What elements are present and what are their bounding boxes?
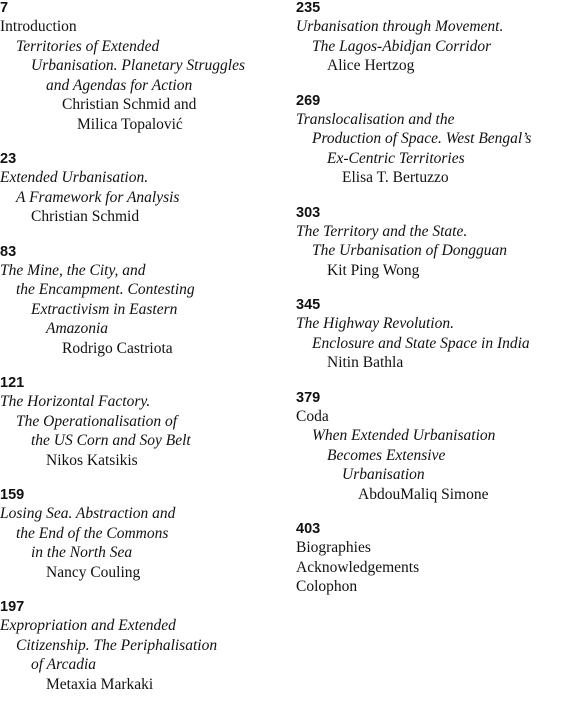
toc-entry-83[interactable] xyxy=(0,244,290,359)
toc-entry-235[interactable] xyxy=(296,0,569,76)
page-number: 235 xyxy=(296,0,321,16)
entry-title-line: Translocalisation and the xyxy=(296,110,455,128)
entry-label: Biographies xyxy=(296,539,371,556)
entry-title-line: Urbanisation through Movement. xyxy=(296,18,504,35)
entry-title-line: the End of the Commons xyxy=(16,524,169,542)
toc-entry-345[interactable] xyxy=(296,297,569,373)
entry-title-line: in the North Sea xyxy=(31,544,133,561)
entry-title-line: The Urbanisation of Dongguan xyxy=(312,242,508,259)
page-number: 197 xyxy=(0,599,25,615)
entry-title-line: The Lagos-Abidjan Corridor xyxy=(312,37,492,55)
entry-title-line: Citizenship. The Periphalisation xyxy=(16,636,218,654)
page-number: 159 xyxy=(0,487,25,503)
entry-title-line: The Operationalisation of xyxy=(16,412,178,430)
entry-title-line: The Mine, the City, and xyxy=(0,261,146,279)
toc-entry-197[interactable] xyxy=(0,599,290,694)
entry-title-line: Territories of Extended xyxy=(16,37,160,55)
page-number: 379 xyxy=(296,389,321,406)
page-number: 23 xyxy=(0,151,17,167)
entry-title-line: Amazonia xyxy=(46,320,108,337)
entry-author: Nitin Bathla xyxy=(327,354,404,371)
page-number: 269 xyxy=(296,92,321,109)
entry-title-line: Enclosure and State Space in India xyxy=(312,334,530,352)
entry-label: Colophon xyxy=(296,578,358,595)
toc-entry-303[interactable] xyxy=(296,205,569,281)
page-number: 7 xyxy=(0,0,9,16)
entry-title-line: the Encampment. Contesting xyxy=(16,281,195,298)
entry-title-line: Ex-Centric Territories xyxy=(327,149,465,167)
toc-left-column xyxy=(0,0,290,694)
entry-title-line: Urbanisation. Planetary Struggles xyxy=(31,57,245,74)
entry-label: Coda xyxy=(296,407,329,425)
page-number: 121 xyxy=(0,375,25,391)
entry-title-line: Becomes Extensive xyxy=(327,446,446,464)
entry-title-line: The Highway Revolution. xyxy=(296,315,454,332)
entry-author: Alice Hertzog xyxy=(327,57,415,74)
entry-title-line: and Agendas for Action xyxy=(46,76,193,94)
toc-entry-121[interactable] xyxy=(0,375,290,470)
toc-right-column xyxy=(296,0,569,597)
entry-title-line: the US Corn and Soy Belt xyxy=(31,432,191,449)
page-number: 83 xyxy=(0,243,17,260)
page-number: 303 xyxy=(296,204,321,221)
entry-title-line: Expropriation and Extended xyxy=(0,617,176,634)
page-number: 345 xyxy=(296,297,321,313)
toc-entry-7[interactable] xyxy=(0,0,290,134)
toc-entry-379[interactable] xyxy=(296,390,569,505)
entry-author: Christian Schmid xyxy=(31,208,140,225)
entry-title-line: Urbanisation xyxy=(342,466,425,483)
toc-entry-403[interactable] xyxy=(296,521,569,597)
entry-title-line: Extractivism in Eastern xyxy=(31,300,178,318)
entry-author: Elisa T. Bertuzzo xyxy=(342,169,449,186)
entry-title-line: Production of Space. West Bengal’s xyxy=(312,130,532,147)
entry-author: AbdouMaliq Simone xyxy=(358,485,489,503)
toc-entry-269[interactable] xyxy=(296,93,569,188)
entry-author: Christian Schmid and xyxy=(62,96,197,113)
entry-title-line: When Extended Urbanisation xyxy=(312,427,496,444)
toc-entry-23[interactable] xyxy=(0,151,290,227)
entry-title-line: The Horizontal Factory. xyxy=(0,393,151,410)
entry-author: Milica Topalović xyxy=(77,115,183,133)
entry-title-line: A Framework for Analysis xyxy=(16,188,180,206)
entry-author: Nancy Couling xyxy=(46,563,141,581)
entry-title-line: of Arcadia xyxy=(31,656,97,673)
entry-author: Nikos Katsikis xyxy=(46,451,138,469)
entry-label: Acknowledgements xyxy=(296,558,420,576)
toc-entry-159[interactable] xyxy=(0,487,290,582)
entry-title-line: The Territory and the State. xyxy=(296,222,468,240)
entry-author: Rodrigo Castriota xyxy=(62,339,173,357)
entry-title-line: Losing Sea. Abstraction and xyxy=(0,505,176,522)
entry-label: Introduction xyxy=(0,18,77,35)
page-number: 403 xyxy=(296,521,321,537)
entry-author: Metaxia Markaki xyxy=(46,675,154,693)
entry-author: Kit Ping Wong xyxy=(327,261,420,279)
entry-title-line: Extended Urbanisation. xyxy=(0,169,149,186)
